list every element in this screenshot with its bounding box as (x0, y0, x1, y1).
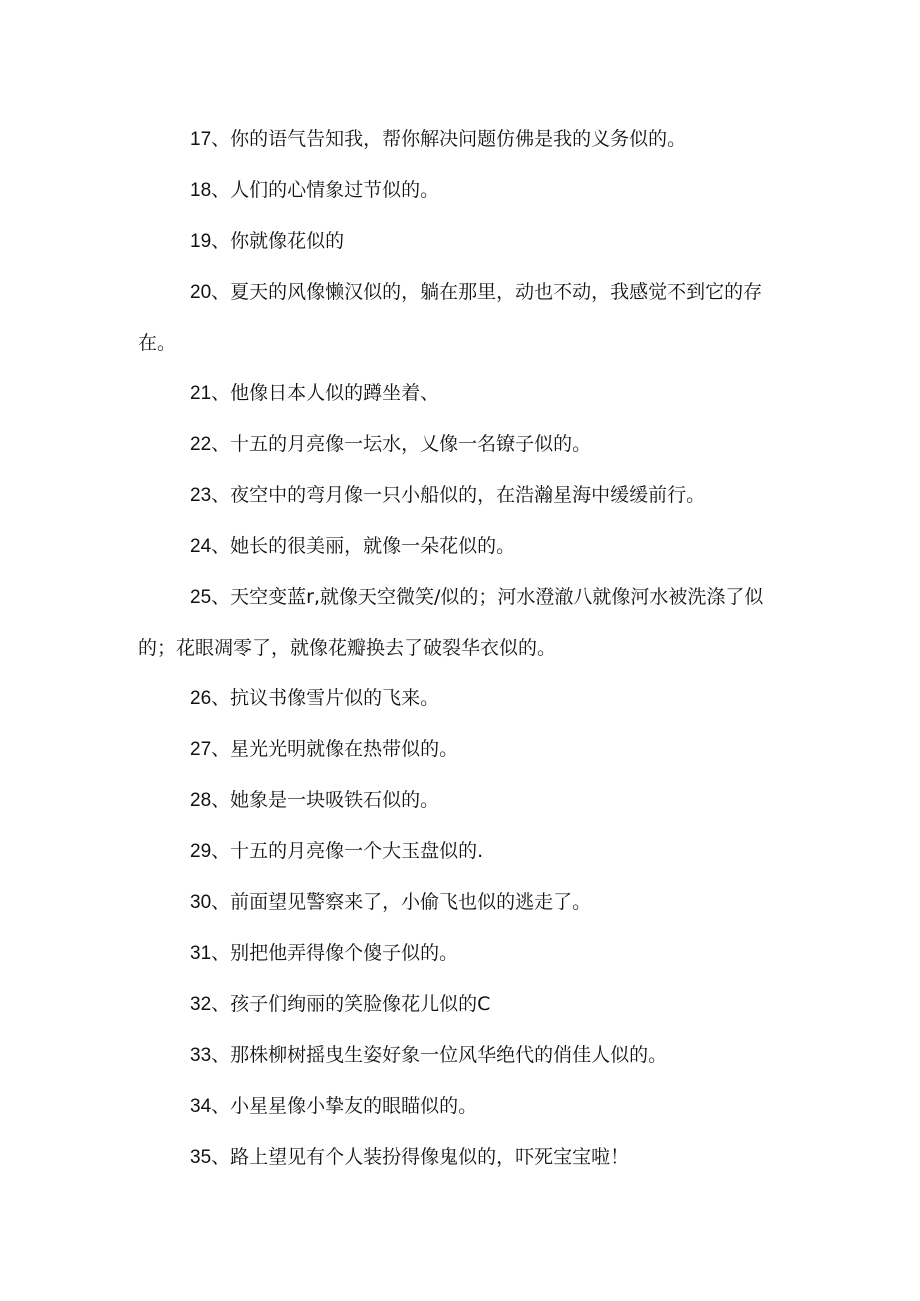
entry-number: 28 (190, 790, 212, 811)
sentence-list (138, 114, 780, 1183)
entry-text: 、星光光明就像在热带似的。 (211, 738, 459, 760)
entry-text: 、她长的很美丽，就像一朵花似的。 (211, 535, 516, 557)
list-item (138, 572, 780, 673)
entry-text: 、抗议书像雪片似的飞来。 (211, 687, 440, 709)
entry-number: 31 (190, 943, 212, 964)
list-item (138, 724, 780, 775)
entry-text: 、他像日本人似的蹲坐着、 (211, 382, 440, 404)
entry-text: 、你的语气告知我，帮你解决问题仿佛是我的义务似的。 (211, 128, 687, 150)
entry-text: 、十五的月亮像一个大玉盘似的. (211, 840, 484, 862)
list-item (138, 419, 780, 470)
entry-text: 、孩子们绚丽的笑脸像花儿似的C (211, 993, 491, 1015)
entry-number: 26 (190, 688, 212, 709)
list-item (138, 979, 780, 1030)
list-item (138, 368, 780, 419)
entry-text: 、那株柳树摇曳生姿好象一位风华绝代的俏佳人似的。 (211, 1044, 668, 1066)
entry-number: 35 (190, 1147, 212, 1168)
entry-text: 、人们的心情象过节似的。 (211, 179, 440, 201)
list-item (138, 775, 780, 826)
entry-number: 17 (190, 129, 212, 150)
list-item (138, 826, 780, 877)
entry-number: 22 (190, 434, 212, 455)
entry-number: 25 (190, 587, 212, 608)
list-item (138, 216, 780, 267)
entry-text: 、夏天的风像懒汉似的，躺在那里，动也不动，我感觉不到它的存在。 (138, 281, 763, 354)
entry-number: 24 (190, 536, 212, 557)
list-item (138, 165, 780, 216)
list-item (138, 877, 780, 928)
entry-number: 23 (190, 485, 212, 506)
list-item (138, 1081, 780, 1132)
entry-number: 29 (190, 841, 212, 862)
entry-text: 、前面望见警察来了，小偷飞也似的逃走了。 (211, 891, 592, 913)
entry-number: 30 (190, 892, 212, 913)
entry-text: 、你就像花似的 (211, 230, 345, 252)
entry-number: 32 (190, 994, 212, 1015)
list-item (138, 521, 780, 572)
entry-number: 20 (190, 282, 212, 303)
entry-text: 、夜空中的弯月像一只小船似的，在浩瀚星海中缓缓前行。 (211, 484, 706, 506)
list-item (138, 114, 780, 165)
entry-number: 33 (190, 1045, 212, 1066)
entry-text: 、别把他弄得像个傻子似的。 (211, 942, 459, 964)
entry-text: 、小星星像小挚友的眼瞄似的。 (211, 1095, 478, 1117)
entry-number: 18 (190, 180, 212, 201)
entry-number: 27 (190, 739, 212, 760)
list-item (138, 267, 780, 368)
list-item (138, 928, 780, 979)
entry-number: 19 (190, 231, 212, 252)
entry-text: 、天空变蓝r,就像天空微笑/似的；河水澄澈八就像河水被洗涤了似的；花眼凋零了，就像花瓣换去了破裂华衣似的。 (138, 586, 764, 659)
list-item (138, 673, 780, 724)
list-item (138, 470, 780, 521)
entry-text: 、路上望见有个人装扮得像鬼似的，吓死宝宝啦！ (211, 1146, 630, 1168)
entry-text: 、她象是一块吸铁石似的。 (211, 789, 440, 811)
entry-text: 、十五的月亮像一坛水，乂像一名镣子似的。 (211, 433, 592, 455)
entry-number: 34 (190, 1096, 212, 1117)
entry-number: 21 (190, 383, 212, 404)
list-item (138, 1030, 780, 1081)
list-item (138, 1132, 780, 1183)
